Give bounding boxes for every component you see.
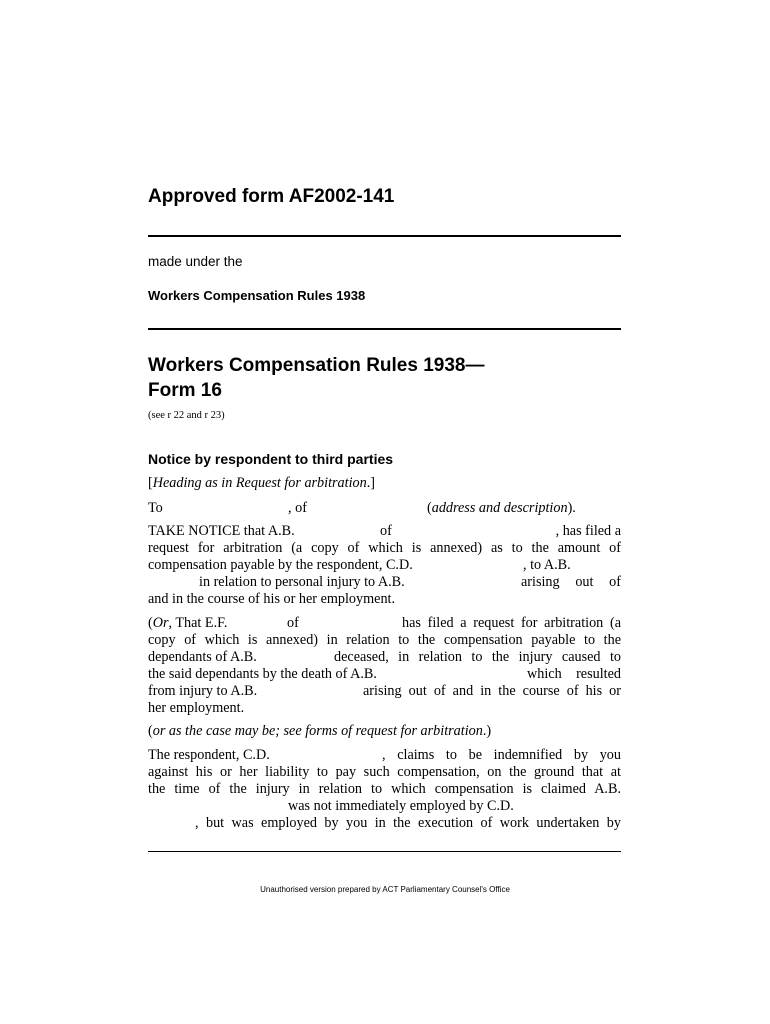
form-title-line1: Workers Compensation Rules 1938—	[148, 355, 485, 376]
heading-note: [Heading as in Request for arbitration.]	[148, 475, 376, 491]
case-note: (or as the case may be; see forms of request for arbitration.)	[148, 723, 492, 739]
document-title: Approved form AF2002-141	[148, 186, 395, 207]
form-title-line2: Form 16	[148, 380, 222, 401]
made-under-label: made under the	[148, 254, 243, 269]
footer-divider	[148, 851, 621, 852]
to-line: To , of (address and description).	[148, 500, 576, 516]
rule-reference: (see r 22 and r 23)	[148, 410, 225, 421]
rules-name: Workers Compensation Rules 1938	[148, 288, 366, 303]
section-heading: Notice by respondent to third parties	[148, 451, 394, 467]
footer-text: Unauthorised version prepared by ACT Parliamentary Counsel's Office	[260, 885, 510, 894]
divider	[148, 235, 621, 237]
divider	[148, 328, 621, 330]
